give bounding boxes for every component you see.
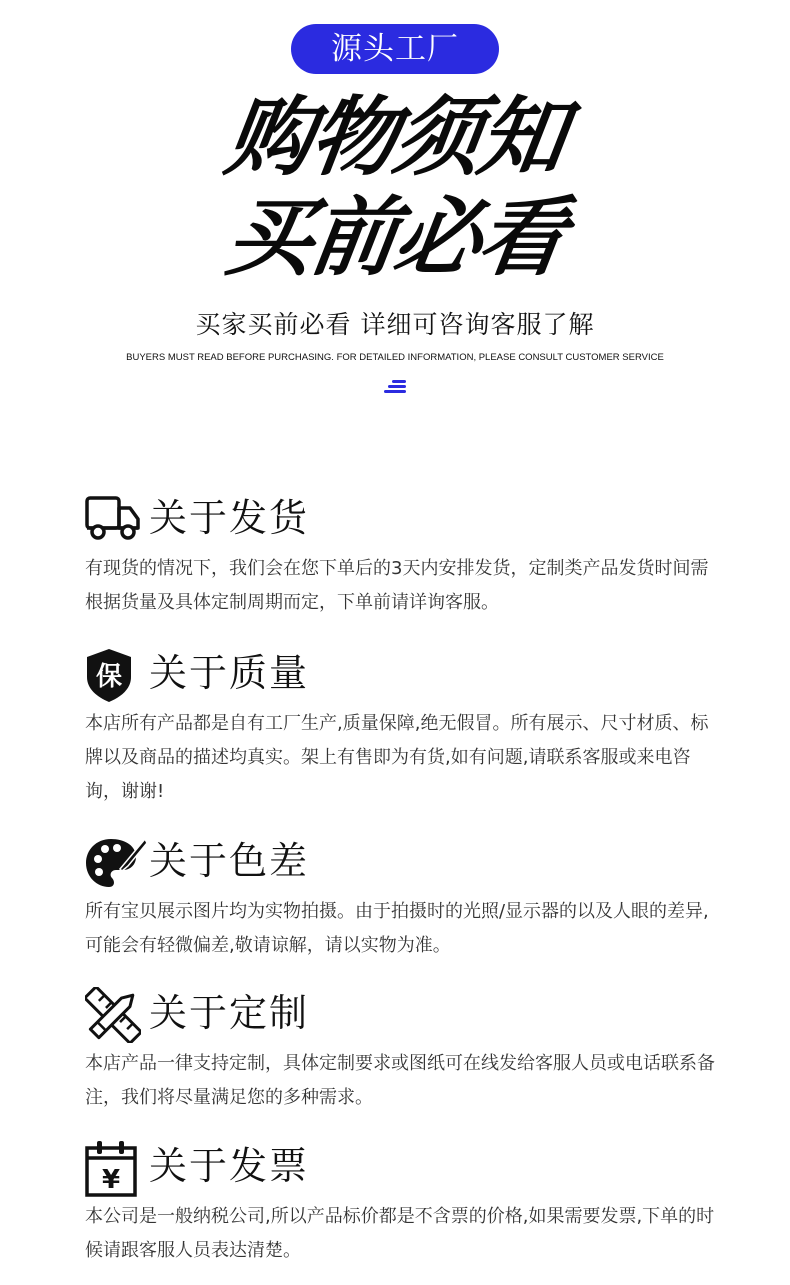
section-quality	[85, 645, 725, 809]
section-body: 本店所有产品都是自有工厂生产,质量保障,绝无假冒。所有展示、尺寸材质、标牌以及商品的描述均真实。架上有售即为有货,如有问题,请联系客服或来电咨询，谢谢!	[85, 713, 709, 802]
section-body: 所有宝贝展示图片均为实物拍摄。由于拍摄时的光照/显示器的以及人眼的差异,可能会有轻微偏差,敬请谅解，请以实物为准。	[85, 901, 709, 956]
subtitle-english: BUYERS MUST READ BEFORE PURCHASING. FOR DETAILED INFORMATION, PLEASE CONSULT CUSTOMER SERVICE	[126, 352, 664, 363]
section-color-difference	[85, 833, 725, 963]
section-title: 关于质量	[149, 651, 310, 695]
headline-line1: 购物须知	[219, 88, 571, 188]
pencil-ruler-icon	[85, 987, 141, 1039]
section-customization	[85, 985, 725, 1115]
section-invoice	[85, 1138, 725, 1268]
subtitle: 买家买前必看 详细可咨询客服了解	[195, 310, 595, 339]
section-body: 本公司是一般纳税公司,所以产品标价都是不含票的价格,如果需要发票,下单的时候请跟客服人员表达清楚。	[85, 1206, 715, 1261]
section-title: 关于定制	[149, 991, 310, 1035]
svg-text:保: 保	[95, 662, 123, 692]
section-title: 关于发票	[149, 1144, 310, 1188]
shield-icon	[85, 647, 141, 699]
lines-decoration-icon	[384, 380, 408, 396]
section-body: 本店产品一律支持定制，具体定制要求或图纸可在线发给客服人员或电话联系备注，我们将尽量满足您的多种需求。	[85, 1053, 715, 1108]
invoice-icon	[85, 1140, 141, 1195]
section-title: 关于色差	[149, 839, 310, 883]
section-title: 关于发货	[149, 496, 310, 540]
headline-line2: 买前必看	[219, 188, 571, 288]
svg-text:¥: ¥	[101, 1165, 121, 1195]
source-factory-badge: 源头工厂	[291, 24, 499, 74]
palette-icon	[85, 835, 141, 887]
section-body: 有现货的情况下，我们会在您下单后的3天内安排发货，定制类产品发货时间需根据货量及具体定制周期而定，下单前请详询客服。	[85, 558, 709, 613]
section-shipping	[85, 490, 725, 620]
truck-icon	[85, 492, 141, 544]
